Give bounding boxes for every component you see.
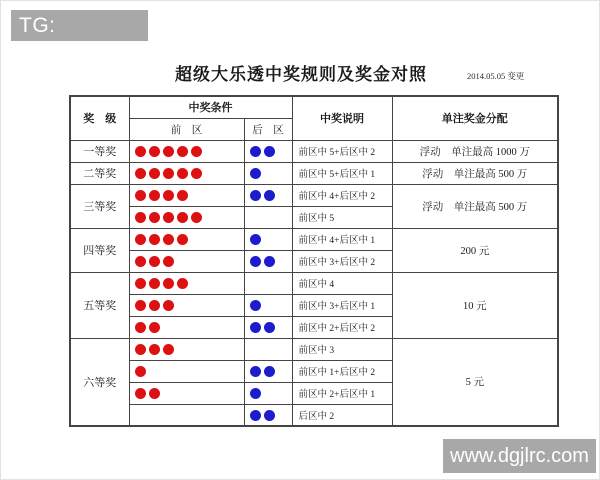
header-row-1 bbox=[70, 96, 558, 118]
back-zone-dot bbox=[264, 410, 275, 421]
front-zone-dot bbox=[177, 234, 188, 245]
back-zone-cell bbox=[244, 206, 292, 228]
back-zone-cell bbox=[244, 228, 292, 250]
prize-amount: 5 元 bbox=[392, 338, 558, 426]
win-description: 前区中 5 bbox=[292, 206, 392, 228]
front-zone-dot bbox=[149, 256, 160, 267]
front-zone-dot bbox=[135, 366, 146, 377]
back-zone-dot bbox=[250, 388, 261, 399]
back-zone-dot bbox=[250, 322, 261, 333]
front-zone-cell bbox=[129, 382, 244, 404]
front-zone-dot bbox=[135, 168, 146, 179]
back-zone-dot bbox=[250, 168, 261, 179]
back-zone-cell bbox=[244, 360, 292, 382]
back-zone-cell bbox=[244, 316, 292, 338]
table-row bbox=[70, 140, 558, 162]
back-zone-cell bbox=[244, 404, 292, 426]
front-zone-cell bbox=[129, 140, 244, 162]
front-zone-dot bbox=[177, 146, 188, 157]
tg-badge: TG: MYYJJPP bbox=[11, 10, 148, 41]
back-zone-dot bbox=[250, 300, 261, 311]
prize-amount: 200 元 bbox=[392, 228, 558, 272]
front-zone-dot bbox=[149, 344, 160, 355]
front-zone-dot bbox=[163, 190, 174, 201]
front-zone-dot bbox=[163, 344, 174, 355]
table-row bbox=[70, 272, 558, 294]
front-zone-dot bbox=[149, 190, 160, 201]
front-zone-dot bbox=[149, 168, 160, 179]
front-zone-cell bbox=[129, 338, 244, 360]
front-zone-dot bbox=[135, 212, 146, 223]
back-zone-dot bbox=[264, 366, 275, 377]
front-zone-dot bbox=[135, 388, 146, 399]
table-row bbox=[70, 162, 558, 184]
front-zone-dot bbox=[149, 212, 160, 223]
table-body bbox=[70, 140, 558, 426]
prize-amount: 浮动 单注最高 500 万 bbox=[392, 162, 558, 184]
back-zone-cell bbox=[244, 250, 292, 272]
back-zone-cell bbox=[244, 272, 292, 294]
front-zone-dot bbox=[135, 256, 146, 267]
prize-amount: 浮动 单注最高 500 万 bbox=[392, 184, 558, 228]
back-zone-dot bbox=[264, 322, 275, 333]
prize-level: 一等奖 bbox=[70, 140, 129, 162]
front-zone-cell bbox=[129, 294, 244, 316]
front-zone-dot bbox=[149, 300, 160, 311]
header-description: 中奖说明 bbox=[292, 96, 392, 140]
prize-amount: 浮动 单注最高 1000 万 bbox=[392, 140, 558, 162]
back-zone-cell bbox=[244, 382, 292, 404]
table-row bbox=[70, 338, 558, 360]
front-zone-cell bbox=[129, 360, 244, 382]
win-description: 前区中 2+后区中 1 bbox=[292, 382, 392, 404]
back-zone-dot bbox=[250, 146, 261, 157]
win-description: 前区中 3 bbox=[292, 338, 392, 360]
front-zone-dot bbox=[149, 146, 160, 157]
win-description: 前区中 1+后区中 2 bbox=[292, 360, 392, 382]
win-description: 后区中 2 bbox=[292, 404, 392, 426]
front-zone-dot bbox=[149, 322, 160, 333]
front-zone-dot bbox=[163, 278, 174, 289]
win-description: 前区中 4 bbox=[292, 272, 392, 294]
win-description: 前区中 3+后区中 1 bbox=[292, 294, 392, 316]
watermark-badge: www.dgjlrc.com bbox=[443, 439, 596, 473]
front-zone-dot bbox=[163, 234, 174, 245]
front-zone-dot bbox=[163, 300, 174, 311]
win-description: 前区中 2+后区中 2 bbox=[292, 316, 392, 338]
back-zone-dot bbox=[250, 410, 261, 421]
back-zone-dot bbox=[264, 190, 275, 201]
back-zone-cell bbox=[244, 338, 292, 360]
front-zone-dot bbox=[163, 146, 174, 157]
front-zone-dot bbox=[149, 278, 160, 289]
front-zone-dot bbox=[177, 168, 188, 179]
front-zone-cell bbox=[129, 404, 244, 426]
front-zone-dot bbox=[135, 234, 146, 245]
title-row bbox=[1, 64, 600, 86]
front-zone-dot bbox=[135, 300, 146, 311]
header-condition: 中奖条件 bbox=[129, 96, 292, 118]
front-zone-cell bbox=[129, 184, 244, 206]
front-zone-dot bbox=[135, 278, 146, 289]
front-zone-dot bbox=[135, 190, 146, 201]
page-title: 超级大乐透中奖规则及奖金对照 bbox=[175, 65, 427, 84]
back-zone-dot bbox=[250, 256, 261, 267]
front-zone-dot bbox=[191, 146, 202, 157]
table-row bbox=[70, 184, 558, 206]
header-back-zone: 后 区 bbox=[244, 118, 292, 140]
front-zone-dot bbox=[135, 322, 146, 333]
front-zone-dot bbox=[163, 212, 174, 223]
front-zone-cell bbox=[129, 162, 244, 184]
win-description: 前区中 4+后区中 2 bbox=[292, 184, 392, 206]
win-description: 前区中 5+后区中 2 bbox=[292, 140, 392, 162]
back-zone-dot bbox=[250, 366, 261, 377]
revision-note: 2014.05.05 变更 bbox=[467, 71, 525, 81]
front-zone-dot bbox=[177, 278, 188, 289]
front-zone-dot bbox=[135, 344, 146, 355]
prize-level: 六等奖 bbox=[70, 338, 129, 426]
back-zone-cell bbox=[244, 294, 292, 316]
back-zone-cell bbox=[244, 140, 292, 162]
front-zone-dot bbox=[149, 234, 160, 245]
table-row bbox=[70, 228, 558, 250]
prize-table bbox=[69, 95, 559, 427]
back-zone-dot bbox=[250, 190, 261, 201]
header-front-zone: 前 区 bbox=[129, 118, 244, 140]
front-zone-cell bbox=[129, 228, 244, 250]
front-zone-dot bbox=[135, 146, 146, 157]
front-zone-dot bbox=[163, 168, 174, 179]
back-zone-cell bbox=[244, 184, 292, 206]
table-header bbox=[70, 96, 558, 140]
front-zone-cell bbox=[129, 272, 244, 294]
front-zone-dot bbox=[149, 388, 160, 399]
prize-amount: 10 元 bbox=[392, 272, 558, 338]
front-zone-cell bbox=[129, 206, 244, 228]
back-zone-dot bbox=[264, 146, 275, 157]
front-zone-cell bbox=[129, 250, 244, 272]
header-level: 奖 级 bbox=[70, 96, 129, 140]
prize-level: 五等奖 bbox=[70, 272, 129, 338]
front-zone-dot bbox=[177, 212, 188, 223]
win-description: 前区中 4+后区中 1 bbox=[292, 228, 392, 250]
win-description: 前区中 5+后区中 1 bbox=[292, 162, 392, 184]
front-zone-dot bbox=[177, 190, 188, 201]
header-prize: 单注奖金分配 bbox=[392, 96, 558, 140]
front-zone-dot bbox=[191, 168, 202, 179]
back-zone-dot bbox=[264, 256, 275, 267]
front-zone-cell bbox=[129, 316, 244, 338]
back-zone-cell bbox=[244, 162, 292, 184]
win-description: 前区中 3+后区中 2 bbox=[292, 250, 392, 272]
front-zone-dot bbox=[191, 212, 202, 223]
prize-level: 四等奖 bbox=[70, 228, 129, 272]
prize-level: 二等奖 bbox=[70, 162, 129, 184]
prize-level: 三等奖 bbox=[70, 184, 129, 228]
back-zone-dot bbox=[250, 234, 261, 245]
front-zone-dot bbox=[163, 256, 174, 267]
